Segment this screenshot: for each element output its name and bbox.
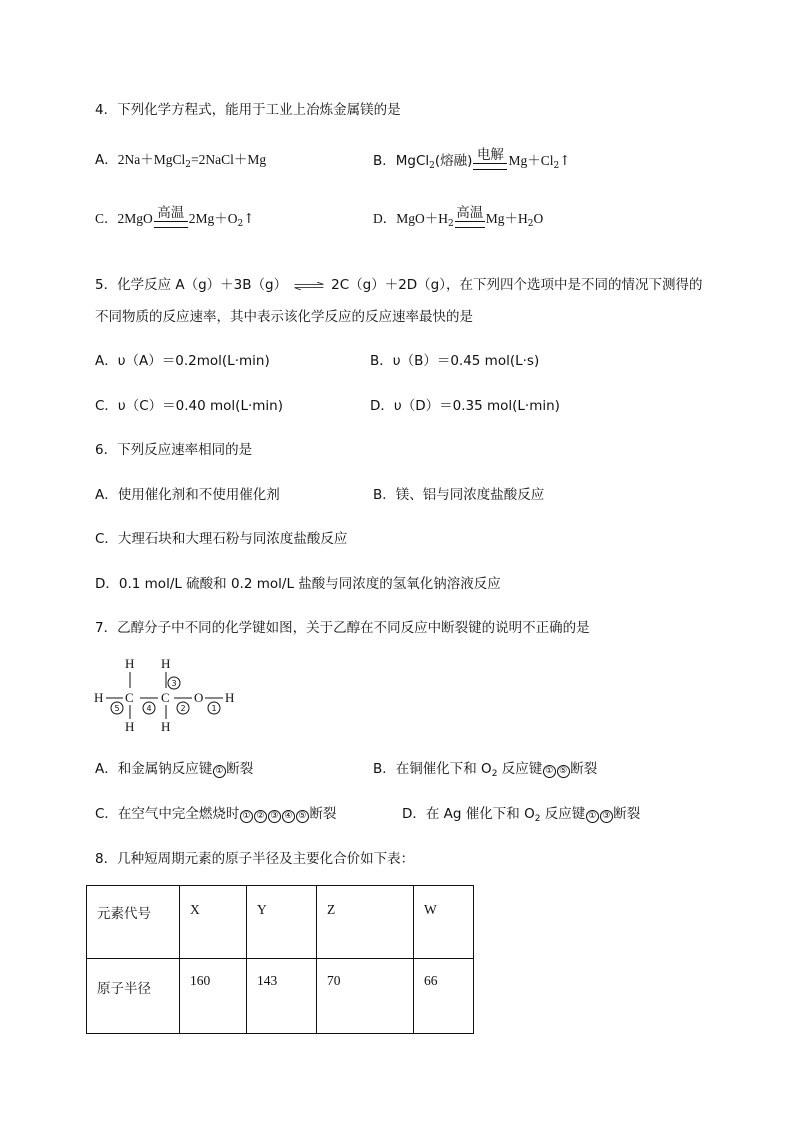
element-table — [86, 885, 474, 1034]
table-cell: Z — [317, 886, 414, 959]
q4-option-c: C．2MgO 高温 $2Mg+O_2↑$ — [95, 205, 255, 229]
table-cell: W — [414, 886, 474, 959]
atom-o: O — [194, 690, 204, 705]
ethanol-structure-diagram — [92, 655, 252, 735]
q4-option-d: D．$MgO+H_2$ 高温 $Mg+H_2O$ — [373, 205, 544, 229]
high-temp-condition-2: 高温 — [455, 205, 485, 228]
table-row — [87, 886, 474, 959]
bond-label-5: 5 — [114, 704, 120, 713]
atom-h-bot1: H — [125, 719, 135, 734]
bond-label-4: 4 — [146, 704, 152, 713]
table-cell: 143 — [247, 959, 317, 1034]
q7-option-b: B．在铜催化下和 $O_2$ 反应键 ① ⑤ 断裂 — [373, 761, 598, 779]
table-cell: X — [180, 886, 247, 959]
table-row — [87, 959, 474, 1034]
table-cell: Y — [247, 886, 317, 959]
q5-option-c: C．υ（C）＝0.40 mol(L·min) — [95, 398, 283, 414]
q6-option-d: D．0.1 mol/L 硫酸和 0.2 mol/L 盐酸与同浓度的氢氧化钠溶液反应 — [95, 576, 501, 592]
q5-stem-line1: 5．化学反应 A（g）＋3B（g） 2C（g）＋2D（g），在下列四个选项中是不同的情况下测得的 — [95, 277, 703, 293]
q5-option-a: A．υ（A）＝0.2mol(L·min) — [95, 353, 270, 369]
table-cell: 元素代号 — [87, 886, 180, 959]
q7-option-a: A．和金属钠反应键 ① 断裂 — [95, 761, 254, 777]
q4-option-b: B．MgCl$_2$(熔融) 电解 $Mg+Cl_2↑$ — [373, 147, 571, 171]
electrolysis-condition: 电解 — [473, 147, 507, 170]
q6-option-a: A．使用催化剂和不使用催化剂 — [95, 487, 280, 503]
table-cell: 70 — [317, 959, 414, 1034]
q6-option-b: B．镁、铝与同浓度盐酸反应 — [373, 487, 545, 503]
atom-c2: C — [161, 690, 170, 705]
q8-stem: 8．几种短周期元素的原子半径及主要化合价如下表： — [95, 851, 415, 867]
table-cell: 66 — [414, 959, 474, 1034]
bond-label-3: 3 — [171, 679, 177, 688]
atom-h-top2: H — [161, 656, 171, 671]
table-cell: 160 — [180, 959, 247, 1034]
bond-label-2: 2 — [180, 704, 186, 713]
atom-h-top1: H — [125, 656, 135, 671]
q7-stem: 7．乙醇分子中不同的化学键如图，关于乙醇在不同反应中断裂键的说明不正确的是 — [95, 620, 590, 636]
bond-label-1: 1 — [211, 704, 217, 713]
q7-option-d: D．在 Ag 催化下和 $O_2$ 反应键 ① ③ 断裂 — [402, 806, 641, 824]
table-cell: 原子半径 — [87, 959, 180, 1034]
q7-option-c: C．在空气中完全燃烧时 ① ② ③ ④ ⑤ 断裂 — [95, 806, 337, 822]
q6-option-c: C．大理石块和大理石粉与同浓度盐酸反应 — [95, 531, 348, 547]
q5-option-b: B．υ（B）＝0.45 mol(L·s) — [370, 353, 540, 369]
atom-h-right: H — [225, 690, 235, 705]
atom-h-bot2: H — [161, 719, 171, 734]
equilibrium-arrow-icon — [289, 282, 329, 290]
atom-h-left: H — [94, 690, 104, 705]
q5-stem-line2: 不同物质的反应速率，其中表示该化学反应的反应速率最快的是 — [95, 309, 473, 325]
q4-option-a: A．2Na＋MgCl$_2$=2NaCl＋Mg — [95, 152, 267, 170]
q4-stem: 4．下列化学方程式，能用于工业上冶炼金属镁的是 — [95, 102, 401, 118]
q5-option-d: D．υ（D）＝0.35 mol(L·min) — [370, 398, 560, 414]
atom-c1: C — [125, 690, 134, 705]
q6-stem: 6．下列反应速率相同的是 — [95, 442, 253, 458]
high-temp-condition: 高温 — [154, 205, 188, 228]
